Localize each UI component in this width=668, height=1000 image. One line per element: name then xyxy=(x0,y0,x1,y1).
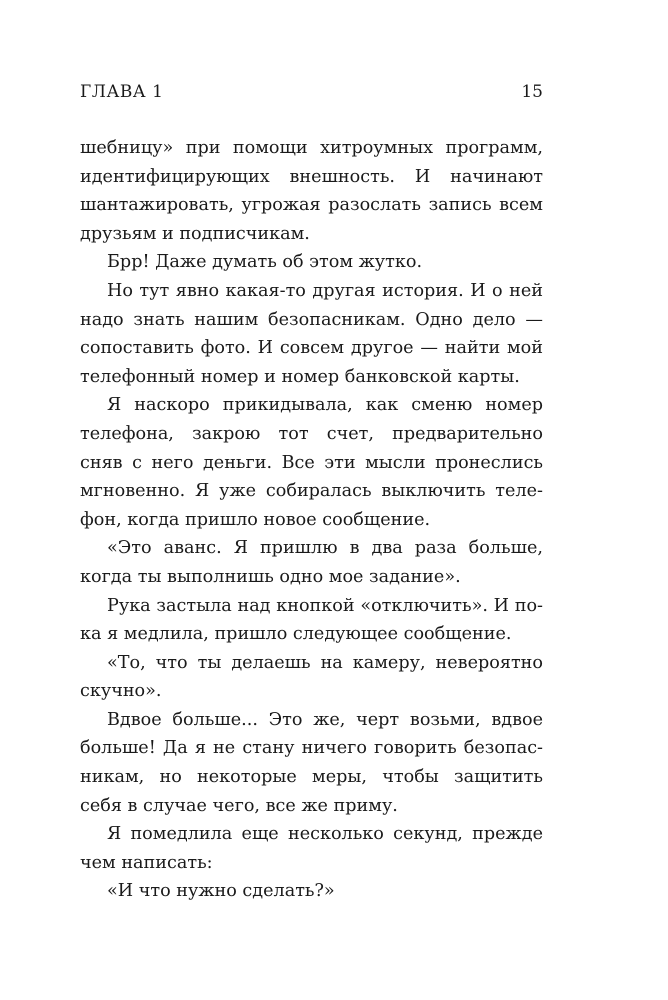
page-number: 15 xyxy=(521,82,543,102)
text-line: фон, когда пришло новое сообщение. xyxy=(80,509,431,530)
text-line: Вдвое больше... Это же, черт возьми, вдвое xyxy=(107,709,543,730)
text-line: шебницу» при помощи хитроумных программ, xyxy=(80,138,543,158)
text-line: Но тут явно какая-то другая история. И о ней xyxy=(107,280,543,301)
text-line: шантажировать, угрожая разослать запись всем xyxy=(80,195,543,216)
text-line: мгновенно. Я уже собиралась выключить теле- xyxy=(80,481,543,502)
text-line: скучно». xyxy=(80,681,162,702)
running-head xyxy=(80,80,543,104)
text-line: телефонный номер и номер банковской карты. xyxy=(80,366,520,387)
text-line: чем написать: xyxy=(80,852,213,873)
text-line: когда ты выполнишь одно мое задание». xyxy=(80,566,461,587)
text-line: сняв с него деньги. Все эти мысли пронеслись xyxy=(80,452,543,473)
text-line: Рука застыла над кнопкой «отключить». И по- xyxy=(107,595,543,616)
text-line: «И что нужно сделать?» xyxy=(107,881,335,902)
text-line: никам, но некоторые меры, чтобы защитить xyxy=(80,767,543,788)
text-line: больше! Да я не стану ничего говорить безопас- xyxy=(80,738,543,759)
body-text xyxy=(80,134,543,906)
text-line: идентифицирующих внешность. И начинают xyxy=(80,166,543,187)
text-line: Я помедлила еще несколько секунд, прежде xyxy=(107,824,543,845)
text-line: друзьям и подписчикам. xyxy=(80,223,310,244)
text-line: ка я медлила, пришло следующее сообщение. xyxy=(80,624,512,645)
text-line: «То, что ты делаешь на камеру, невероятно xyxy=(107,652,543,673)
text-line: «Это аванс. Я пришлю в два раза больше, xyxy=(107,538,543,559)
text-line: телефона, закрою тот счет, предварительно xyxy=(80,423,543,444)
text-line: Я наскоро прикидывала, как сменю номер xyxy=(107,395,543,416)
text-line: себя в случае чего, все же приму. xyxy=(80,795,398,816)
text-line: сопоставить фото. И совсем другое — найти мой xyxy=(80,338,543,359)
text-line: Брр! Даже думать об этом жутко. xyxy=(107,252,423,273)
chapter-title: ГЛАВА 1 xyxy=(80,82,164,102)
text-line: надо знать нашим безопасникам. Одно дело — xyxy=(80,309,543,330)
